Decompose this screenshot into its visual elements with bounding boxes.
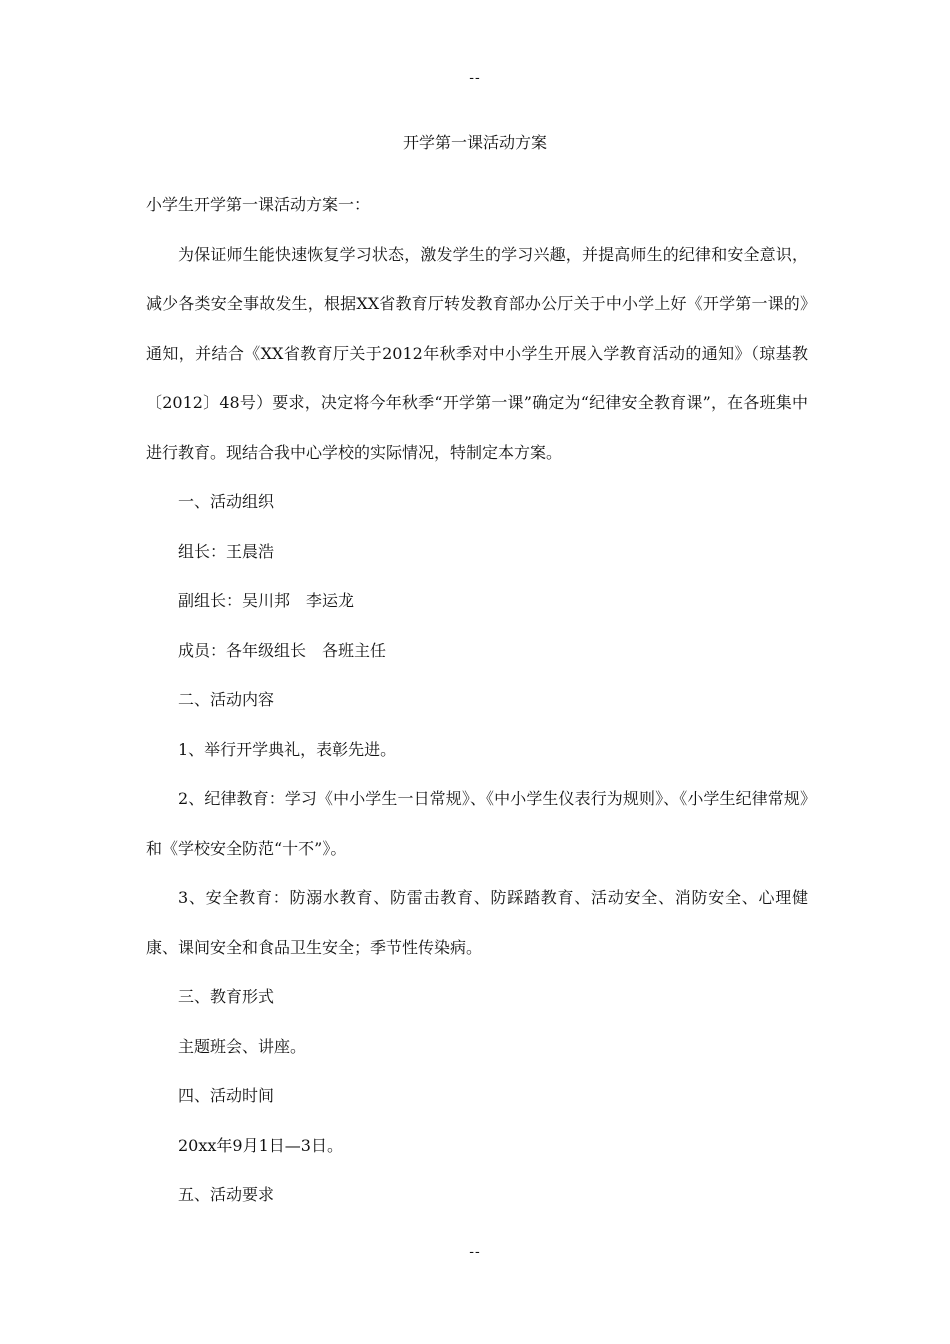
- content-item-2: 2、纪律教育：学习《中小学生一日常规》、《中小学生仪表行为规则》、《小学生纪律常规》和《学校安全防范“十不”》。: [146, 789, 808, 858]
- section-heading-organization: 一、活动组织: [178, 492, 275, 511]
- intro-paragraph: 为保证师生能快速恢复学习状态，激发学生的学习兴趣，并提高师生的纪律和安全意识，减少各类安全事故发生，根据XX省教育厅转发教育部办公厅关于中小学上好《开学第一课的》通知，并结合《XX省教育厅关于2012年秋季对中小学生开展入学教育活动的通知》（琼基教〔2012〕48号）要求，决定将今年秋季“开学第一课”确定为“纪律安全教育课”，在各班集中进行教育。现结合我中心学校的实际情况，特制定本方案。: [146, 244, 808, 462]
- section-heading-requirements: 五、活动要求: [178, 1185, 275, 1204]
- content-item-1: 1、举行开学典礼，表彰先进。: [178, 739, 397, 759]
- content-item-3: 3、安全教育：防溺水教育、防雷击教育、防踩踏教育、活动安全、消防安全、心理健康、课间安全和食品卫生安全；季节性传染病。: [146, 888, 808, 957]
- document-body: [146, 180, 808, 1220]
- members-line: 成员：各年级组长 各班主任: [178, 640, 387, 660]
- section-heading-time: 四、活动时间: [178, 1086, 275, 1105]
- deputy-leader-line: 副组长：吴川邦 李运龙: [178, 591, 355, 610]
- document-subtitle: 小学生开学第一课活动方案一：: [146, 195, 371, 214]
- document-title: 开学第一课活动方案: [402, 133, 547, 152]
- section-heading-form: 三、教育形式: [178, 987, 275, 1006]
- section-heading-content: 二、活动内容: [178, 690, 275, 709]
- activity-time-text: 20xx年9月1日—3日。: [178, 1135, 343, 1155]
- education-form-text: 主题班会、讲座。: [178, 1036, 307, 1056]
- page-footer-marker: --: [469, 1244, 481, 1260]
- leader-line: 组长：王晨浩: [178, 541, 275, 561]
- page-header-marker: --: [469, 70, 481, 86]
